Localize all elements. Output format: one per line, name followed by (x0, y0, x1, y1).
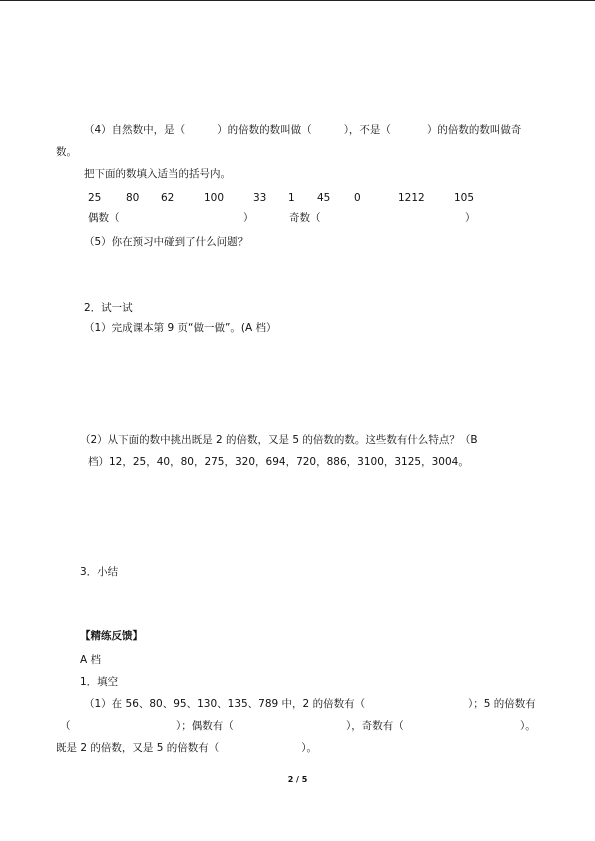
fill-q1-line2-odd: ），奇数有（ (346, 720, 404, 732)
number-item: 80 (126, 192, 140, 204)
q4-text-c: ），不是（ (343, 124, 391, 136)
q4-text-b: ）的倍数的数叫做（ (217, 124, 312, 136)
practice-heading: 【精练反馈】 (80, 630, 143, 642)
practice-item1: 1．填空 (80, 676, 119, 688)
odd-close-paren: ） (465, 212, 476, 224)
q4-line2: 数。 (56, 146, 77, 158)
number-item: 33 (253, 192, 267, 204)
fill-q1-line1-end: ）；5 的倍数有 (468, 698, 536, 710)
number-item: 0 (354, 192, 361, 204)
fill-q1-line3 (56, 742, 317, 755)
number-item: 105 (454, 192, 475, 204)
number-item: 25 (88, 192, 102, 204)
page-top-border (0, 0, 595, 1)
q4-text-a: （4）自然数中，是（ (84, 124, 186, 136)
even-label: 偶数（ (88, 212, 120, 224)
section2-item1: （1）完成课本第 9 页“做一做”。(A 档） (84, 322, 277, 334)
fill-q1-line2-open: （ (60, 720, 71, 732)
number-item: 100 (204, 192, 225, 204)
q4-line1 (84, 124, 521, 137)
q4-text-d: ）的倍数的数叫做奇 (426, 124, 522, 136)
fill-q1-line2-close: ）。 (520, 720, 536, 732)
number-item: 1212 (398, 192, 425, 204)
number-item: 1 (288, 192, 295, 204)
section3-title: 3．小结 (80, 566, 119, 578)
section2-item2-line1: （2）从下面的数中挑出既是 2 的倍数，又是 5 的倍数的数。这些数有什么特点？（B (80, 434, 478, 446)
even-close-paren: ） (243, 212, 254, 224)
q4-instruction: 把下面的数填入适当的括号内。 (84, 168, 231, 180)
page-number: 2 / 5 (287, 775, 308, 784)
section2-title: 2．试一试 (84, 302, 133, 314)
section2-item2-line2: 档）12，25，40，80，275，320，694，720，886，3100，3125，3004。 (88, 456, 469, 468)
fill-q1-line1: （1）在 56、80、95、130、135、789 中，2 的倍数有（ (84, 698, 366, 710)
fill-q1-line2-even: ）；偶数有（ (176, 720, 234, 732)
odd-label: 奇数（ (289, 212, 321, 224)
fill-q1-line3-close: ）。 (301, 742, 317, 754)
fill-q1-line3-text: 既是 2 的倍数，又是 5 的倍数有（ (56, 742, 220, 754)
number-item: 62 (161, 192, 175, 204)
q5-question: （5）你在预习中碰到了什么问题？ (84, 236, 249, 248)
number-list (0, 192, 595, 206)
level-label: A 档 (80, 654, 102, 666)
number-item: 45 (317, 192, 331, 204)
